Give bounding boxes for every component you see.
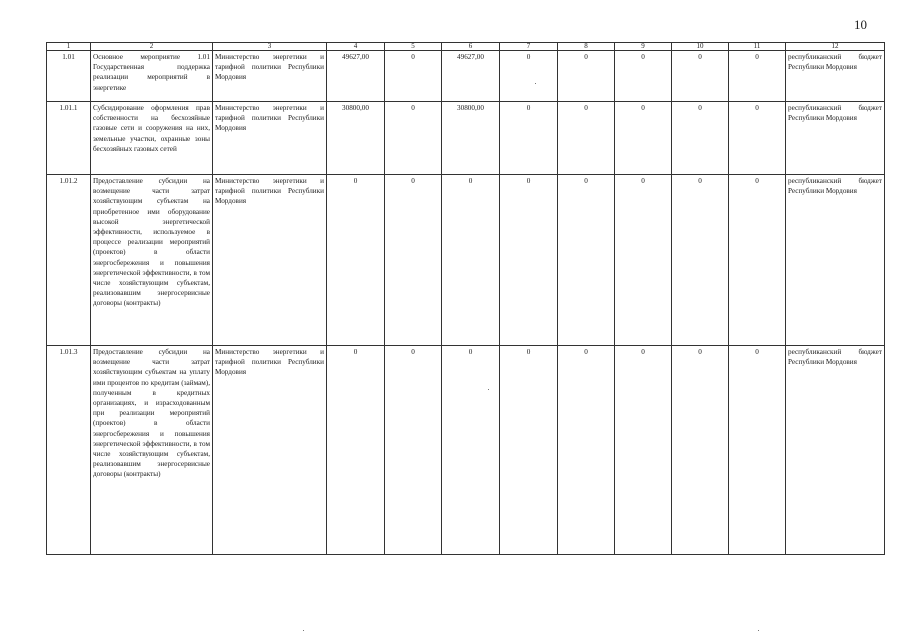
amount-cell: 0 [385,51,442,102]
column-header: 3 [213,43,327,51]
scan-speck [488,389,489,390]
column-header: 10 [672,43,729,51]
amount-cell: 0 [672,102,729,175]
amount-cell: 49627,00 [327,51,385,102]
amount-cell: 0 [500,175,558,346]
amount-cell: 0 [558,102,615,175]
amount-cell: 0 [558,346,615,555]
amount-cell: 0 [558,51,615,102]
amount-cell: 0 [500,51,558,102]
amount-cell: 0 [672,346,729,555]
funding-source: республиканский бюджет Республики Мордовия [786,346,885,555]
amount-cell: 0 [729,346,786,555]
amount-cell: 0 [385,346,442,555]
row-code: 1.01 [47,51,91,102]
measure-name: Предоставление субсидии на возмещение части затрат хозяйствующим субъектам на приобретенное ими оборудование высокой энергетической эффективности, используемое в процессе реализации мероприятий (проектов) в области энергосбережения и повышения энергетической эффективности, в том числе хозяйствующим субъектам, реализовавшим энергосервисные договоры (контракты) [91,175,213,346]
column-header: 11 [729,43,786,51]
funding-source: республиканский бюджет Республики Мордовия [786,175,885,346]
amount-cell: 0 [500,102,558,175]
table-row [47,51,885,102]
row-code: 1.01.1 [47,102,91,175]
column-header: 2 [91,43,213,51]
column-header: 1 [47,43,91,51]
amount-cell: 0 [615,346,672,555]
amount-cell: 0 [327,175,385,346]
amount-cell: 0 [558,175,615,346]
page-number: 10 [854,17,867,32]
scan-speck [303,630,304,631]
executor: Министерство энергетики и тарифной политики Республики Мордовия [213,51,327,102]
measure-name: Субсидирование оформления прав собственности на бесхозяйные газовые сети и сооружения на них, земельные участки, охранные зоны бесхозяйных газовых сетей [91,102,213,175]
table-row [47,346,885,555]
funding-source: республиканский бюджет Республики Мордовия [786,102,885,175]
column-header: 7 [500,43,558,51]
executor: Министерство энергетики и тарифной политики Республики Мордовия [213,102,327,175]
scan-speck [535,83,536,84]
amount-cell: 0 [385,102,442,175]
amount-cell: 0 [729,51,786,102]
amount-cell: 0 [615,102,672,175]
row-code: 1.01.2 [47,175,91,346]
amount-cell: 30800,00 [442,102,500,175]
measure-name: Предоставление субсидии на возмещение части затрат хозяйствующим субъектам на уплату ими процентов по кредитам (займам), полученным в кредитных организациях, и израсходованным при реализации мероприятий (проектов) в области энергосбережения и повышения энергетической эффективности, в том числе хозяйствующим субъектам, реализовавшим энергосервисные договоры (контракты) [91,346,213,555]
measure-name: Основное мероприятие 1.01 Государственная поддержка реализации мероприятий в энергетике [91,51,213,102]
scan-speck [758,630,759,631]
column-header: 6 [442,43,500,51]
amount-cell: 0 [729,102,786,175]
amount-cell: 0 [442,346,500,555]
column-header: 9 [615,43,672,51]
column-header: 12 [786,43,885,51]
amount-cell: 49627,00 [442,51,500,102]
amount-cell: 0 [327,346,385,555]
amount-cell: 0 [500,346,558,555]
column-header: 5 [385,43,442,51]
column-number-row [47,43,885,51]
executor: Министерство энергетики и тарифной политики Республики Мордовия [213,175,327,346]
table-row [47,175,885,346]
row-code: 1.01.3 [47,346,91,555]
amount-cell: 30800,00 [327,102,385,175]
column-header: 8 [558,43,615,51]
column-header: 4 [327,43,385,51]
amount-cell: 0 [385,175,442,346]
funding-source: республиканский бюджет Республики Мордовия [786,51,885,102]
table-row [47,102,885,175]
amount-cell: 0 [615,175,672,346]
program-measures-table [46,42,885,555]
amount-cell: 0 [672,51,729,102]
amount-cell: 0 [729,175,786,346]
amount-cell: 0 [615,51,672,102]
amount-cell: 0 [442,175,500,346]
executor: Министерство энергетики и тарифной политики Республики Мордовия [213,346,327,555]
amount-cell: 0 [672,175,729,346]
